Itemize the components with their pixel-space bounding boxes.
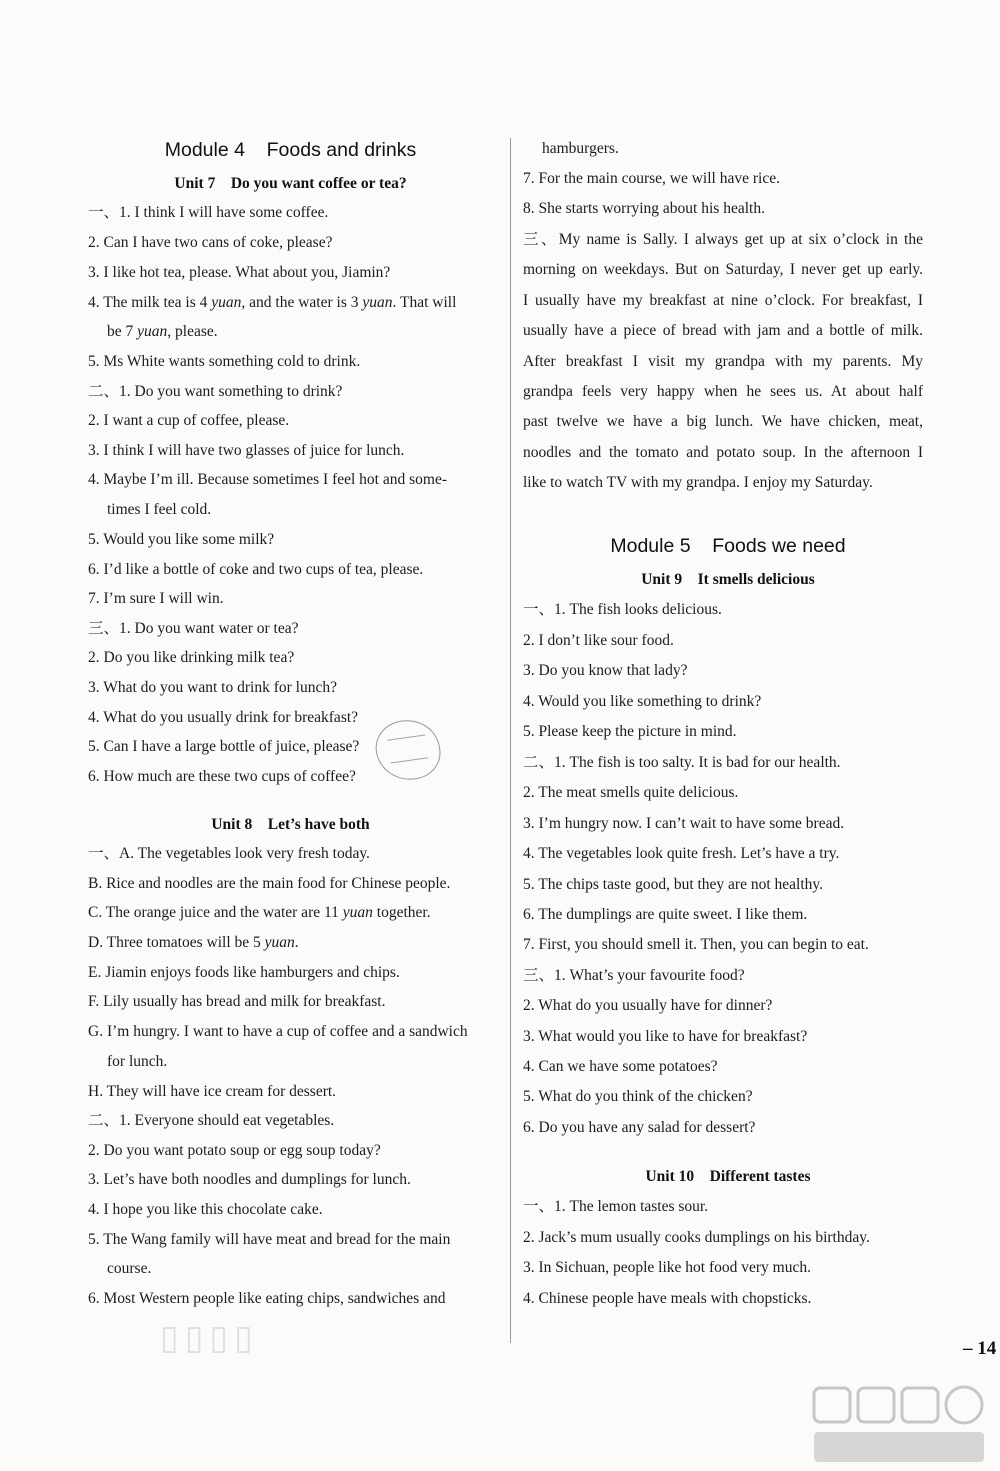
answer-line: 4. Would you like something to drink? [523,693,762,710]
answer-line: 4. Chinese people have meals with chopsticks. [523,1290,812,1307]
page-number: – 14 [963,1338,997,1359]
answer-line: 一、1. I think I will have some coffee. [88,204,329,221]
answer-line: 3. Do you know that lady? [523,662,688,679]
answer-line: 2. I want a cup of coffee, please. [88,412,290,429]
module-4-title: Module 4 Foods and drinks [164,139,417,161]
answer-line: 2. Do you want potato soup or egg soup today? [88,1142,381,1159]
answer-line: D. Three tomatoes will be 5 yuan. [88,934,299,951]
answer-line: 3. What would you like to have for breakfast? [523,1028,808,1045]
answer-line: 二、1. The fish is too salty. It is bad for our health. [523,754,841,771]
answer-line: 2. Can I have two cans of coke, please? [88,234,333,251]
answer-line: 6. The dumplings are quite sweet. I like them. [523,906,808,923]
answer-line: 6. How much are these two cups of coffee? [88,768,356,785]
answer-line: 4. The milk tea is 4 yuan, and the water is 3 yuan. That will [88,294,457,311]
paragraph-line: noodles and the tomato and potato soup. In the afternoon I [523,444,923,461]
answer-line: 2. Do you like drinking milk tea? [88,649,295,666]
answer-line: 三、1. What’s your favourite food? [523,967,745,984]
answer-line: 7. I’m sure I will win. [88,590,224,607]
answer-line: 5. The chips taste good, but they are not healthy. [523,876,824,893]
answer-line: hamburgers. [542,140,619,157]
answer-line: E. Jiamin enjoys foods like hamburgers and chips. [88,964,400,981]
answer-line: 7. First, you should smell it. Then, you can begin to eat. [523,936,869,953]
answer-line: 5. The Wang family will have meat and bread for the main [88,1231,451,1248]
answer-line: F. Lily usually has bread and milk for breakfast. [88,993,386,1010]
answer-line: 二、1. Everyone should eat vegetables. [88,1112,335,1129]
answer-line: 2. Jack’s mum usually cooks dumplings on his birthday. [523,1229,870,1246]
answer-line: 4. The vegetables look quite fresh. Let’s have a try. [523,845,840,862]
unit-7-title: Unit 7 Do you want coffee or tea? [174,175,407,192]
answer-line: 3. I think I will have two glasses of juice for lunch. [88,442,405,459]
answer-line: 3. What do you want to drink for lunch? [88,679,337,696]
answer-line: 2. What do you usually have for dinner? [523,997,773,1014]
answer-line: 4. Maybe I’m ill. Because sometimes I feel hot and some- [88,471,447,488]
answer-line: 一、1. The fish looks delicious. [523,601,722,618]
answer-line: 三、1. Do you want water or tea? [88,620,299,637]
answer-line: H. They will have ice cream for dessert. [88,1083,337,1100]
answer-line: 3. In Sichuan, people like hot food very much. [523,1259,811,1276]
answer-line: 5. Can I have a large bottle of juice, please? [88,738,360,755]
answer-line: 3. I’m hungry now. I can’t wait to have some bread. [523,815,845,832]
answer-line: 3. Let’s have both noodles and dumplings for lunch. [88,1171,411,1188]
answer-line: 5. Please keep the picture in mind. [523,723,737,740]
paragraph-line: morning on weekdays. But on Saturday, I never get up early. [523,261,923,278]
column-divider [510,138,511,1343]
answer-line: 6. Do you have any salad for dessert? [523,1119,756,1136]
answer-line: 8. She starts worrying about his health. [523,200,765,217]
answer-line: be 7 yuan, please. [107,323,218,340]
unit-10-title: Unit 10 Different tastes [645,1168,811,1185]
answer-line: 5. Would you like some milk? [88,531,275,548]
paragraph-line: I usually have my breakfast at nine o’clock. For breakfast, I [523,292,923,309]
answer-line: 4. I hope you like this chocolate cake. [88,1201,323,1218]
answer-line: 5. What do you think of the chicken? [523,1088,753,1105]
answer-line: 2. I don’t like sour food. [523,632,674,649]
answer-line: 6. Most Western people like eating chips, sandwiches and [88,1290,446,1307]
answer-line: 2. The meat smells quite delicious. [523,784,739,801]
paragraph-line: usually have a piece of bread with jam and a bottle of milk. [523,322,923,339]
module-5-title: Module 5 Foods we need [610,535,846,557]
paragraph-line: like to watch TV with my grandpa. I enjoy my Saturday. [523,474,873,491]
answer-line: 一、A. The vegetables look very fresh today. [88,845,370,862]
answer-line: for lunch. [107,1053,168,1070]
answer-line: 4. What do you usually drink for breakfast? [88,709,359,726]
answer-line: 4. Can we have some potatoes? [523,1058,718,1075]
answer-line: 7. For the main course, we will have rice. [523,170,780,187]
watermark-stamp-text: ▯▯▯▯ [160,1318,259,1358]
answer-line: 3. I like hot tea, please. What about you, Jiamin? [88,264,391,281]
answer-line: C. The orange juice and the water are 11 yuan together. [88,904,431,921]
paragraph-line: grandpa feels very happy when he sees us. At about half [523,383,923,400]
unit-9-title: Unit 9 It smells delicious [641,571,815,588]
answer-line: 6. I’d like a bottle of coke and two cups of tea, please. [88,561,424,578]
answer-line: 5. Ms White wants something cold to drink. [88,353,361,370]
answer-line: G. I’m hungry. I want to have a cup of coffee and a sandwich [88,1023,468,1040]
answer-line: B. Rice and noodles are the main food for Chinese people. [88,875,451,892]
unit-8-title: Unit 8 Let’s have both [211,816,370,833]
paragraph-line: After breakfast I visit my grandpa with my parents. My [523,353,923,370]
paragraph-line: past twelve we have a big lunch. We have chicken, meat, [523,413,923,430]
answer-line: 二、1. Do you want something to drink? [88,383,343,400]
answer-line: 一、1. The lemon tastes sour. [523,1198,709,1215]
stamp-icon [372,716,444,784]
answer-line: course. [107,1260,152,1277]
answer-line: times I feel cold. [107,501,212,518]
watermark-logo-icon [810,1382,990,1470]
paragraph-line: 三、My name is Sally. I always get up at six o’clock in the [523,231,923,248]
